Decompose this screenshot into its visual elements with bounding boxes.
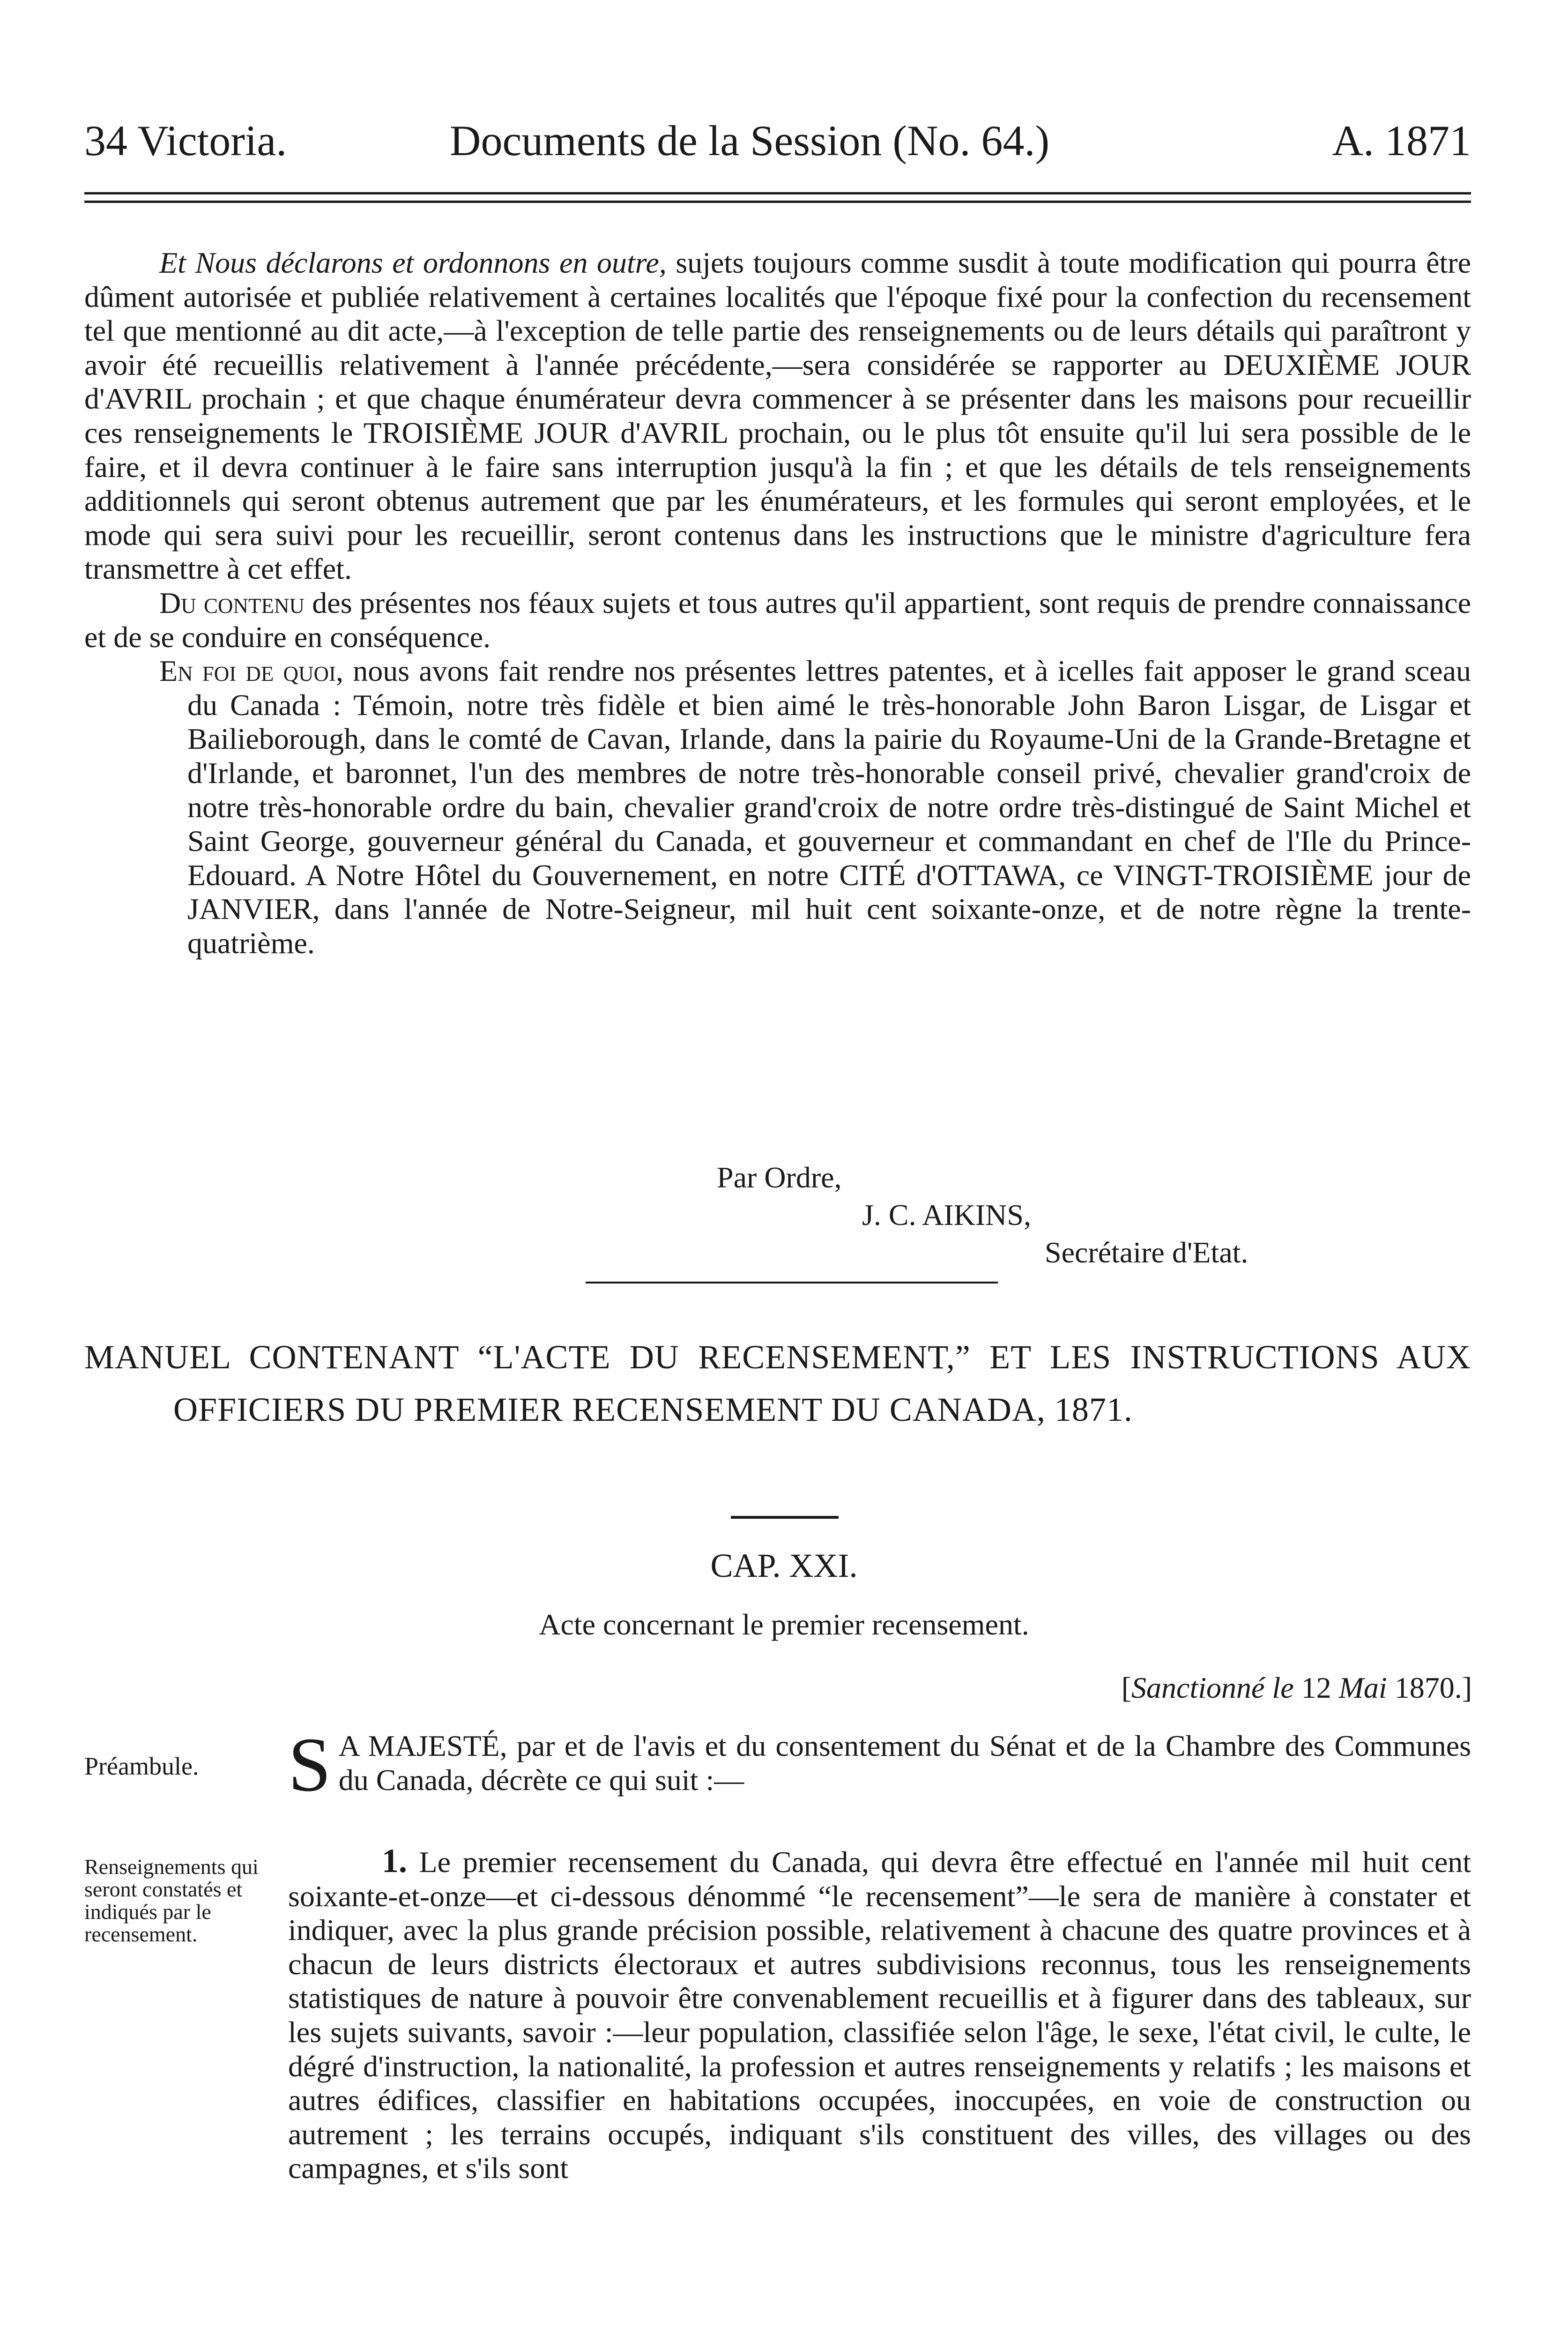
sanction-day: 12 xyxy=(1293,1671,1339,1704)
running-header xyxy=(84,110,1471,171)
chapter-subtitle: Acte concernant le premier recensement. xyxy=(539,1608,1029,1641)
sanction-date xyxy=(1122,1671,1472,1705)
header-rule-top xyxy=(84,192,1471,194)
section-number: 1. xyxy=(382,1842,407,1880)
sanction-label: Sanctionné le xyxy=(1131,1671,1294,1704)
section-1-paragraph xyxy=(288,1844,1471,2186)
signature-name: J. C. AIKINS, xyxy=(862,1198,1031,1231)
chapter-number: CAP. XXI. xyxy=(710,1547,858,1584)
sanction-month: Mai xyxy=(1338,1671,1387,1704)
paragraph-lead: Et Nous déclarons et ordonnons en outre, xyxy=(159,246,667,279)
signature-par-ordre: Par Ordre, xyxy=(717,1161,842,1194)
margin-note-preamble: Préambule. xyxy=(84,1752,199,1780)
paragraph-body: sujets toujours comme susdit à toute modification qui pourra être dûment autorisée et publiée relativement à certaines localités que l'époque fixé pour la confection du recensement tel que mentionné au dit acte,—à l'exception de telle partie des renseignements ou de leurs détails qui paraîtront y avoir été recueillis relativement à l'année précédente,—sera considérée se rapporter au DEUXIÈME JOUR d'AVRIL prochain ; et que chaque énumérateur devra commencer à se présenter dans les maisons pour recueillir ces renseignements le TROISIÈME JOUR d'AVRIL prochain, ou le plus tôt ensuite qu'il lui sera possible de le faire, et il devra continuer à le faire sans interruption jusqu'à la fin ; et que les détails de tels renseignements additionnels qui seront obtenus autrement que par les énumérateurs, et les formules qui seront employées, et le mode qui sera suivi pour les recueillir, seront contenus dans les instructions que le ministre d'agriculture fera transmettre à cet effet. xyxy=(84,246,1471,586)
sanction-year: 1870.] xyxy=(1387,1671,1472,1704)
paragraph-body: des présentes nos féaux sujets et tous autres qu'il appartient, sont requis de prendre connaissance et de se conduire en conséquence. xyxy=(84,586,1471,654)
sanction-bracket: [ xyxy=(1121,1671,1132,1704)
proclamation-text xyxy=(84,246,1471,960)
paragraph-lead: En foi de quoi, xyxy=(159,654,344,688)
section-1-body: Le premier recensement du Canada, qui devra être effectué en l'année mil huit cent soixante-et-onze—et ci-dessous dénommé “le recensement”—le sera de manière à constater et indiquer, avec la plus grande précision possible, relativement à chacune des quatre provinces et à chacun de leurs districts électoraux et autres subdivisions reconnus, tous les renseignements statistiques de nature à pouvoir être convenablement recueillis et à figurer dans des tableaux, sur les sujets suivants, savoir :—leur population, classifiée selon l'âge, le sexe, l'état civil, le culte, le dégré d'instruction, la nationalité, la profession et autres renseignements y relatifs ; les maisons et autres édifices, classifier en habitations occupées, inoccupées, en voie de construction ou autrement ; les terrains occupés, indiquant s'ils constituent des villes, des villages ou des campagnes, et s'ils sont xyxy=(288,1845,1471,2185)
preamble-body: A MAJESTÉ, par et de l'avis et du consentement du Sénat et de la Chambre des Communes du Canada, décrète ce qui suit :— xyxy=(338,1729,1471,1797)
paragraph-testimony xyxy=(84,654,1471,960)
preamble-paragraph xyxy=(288,1722,1471,1807)
header-year: A. 1871 xyxy=(1332,117,1471,164)
preamble-text xyxy=(288,1722,1471,1807)
header-title: Documents de la Session (No. 64.) xyxy=(450,117,1050,164)
drop-cap: S xyxy=(288,1722,331,1807)
paragraph-lead: Du contenu xyxy=(159,586,305,619)
section-divider xyxy=(586,1282,998,1283)
header-rule-bottom xyxy=(84,201,1471,203)
paragraph-declaration xyxy=(84,246,1471,586)
margin-note-section-1: Renseignements qui seront constatés et indiqués par le recensement. xyxy=(84,1855,259,1946)
manual-title-text: MANUEL CONTENANT “L'ACTE DU RECENSEMENT,” ET LES INSTRUCTIONS AUX OFFICIERS DU PREMIER RECENSEMENT DU CANADA, 1871. xyxy=(84,1338,1471,1428)
signature-title: Secrétaire d'Etat. xyxy=(1045,1236,1248,1269)
manual-title xyxy=(84,1331,1471,1436)
section-1-text xyxy=(288,1844,1471,2186)
short-divider xyxy=(731,1516,839,1519)
header-volume: 34 Victoria. xyxy=(84,117,287,164)
paragraph-body: nous avons fait rendre nos présentes lettres patentes, et à icelles fait apposer le grand sceau du Canada : Témoin, notre très fidèle et bien aimé le très-honorable John Baron Lisgar, de Lisgar et Bailieborough, dans le comté de Cavan, Irlande, dans la pairie du Royaume-Uni de la Grande-Bretagne et d'Irlande, et baronnet, l'un des membres de notre très-honorable conseil privé, chevalier grand'croix de notre très-honorable ordre du bain, chevalier grand'croix de notre ordre très-distingué de Saint Michel et Saint George, gouverneur général du Canada, et gouverneur et commandant en chef de l'Ile du Prince-Edouard. A Notre Hôtel du Gouvernement, en notre CITÉ d'OTTAWA, ce VINGT-TROISIÈME jour de JANVIER, dans l'année de Notre-Seigneur, mil huit cent soixante-onze, et de notre règne la trente-quatrième. xyxy=(187,654,1471,960)
paragraph-content xyxy=(84,586,1471,654)
